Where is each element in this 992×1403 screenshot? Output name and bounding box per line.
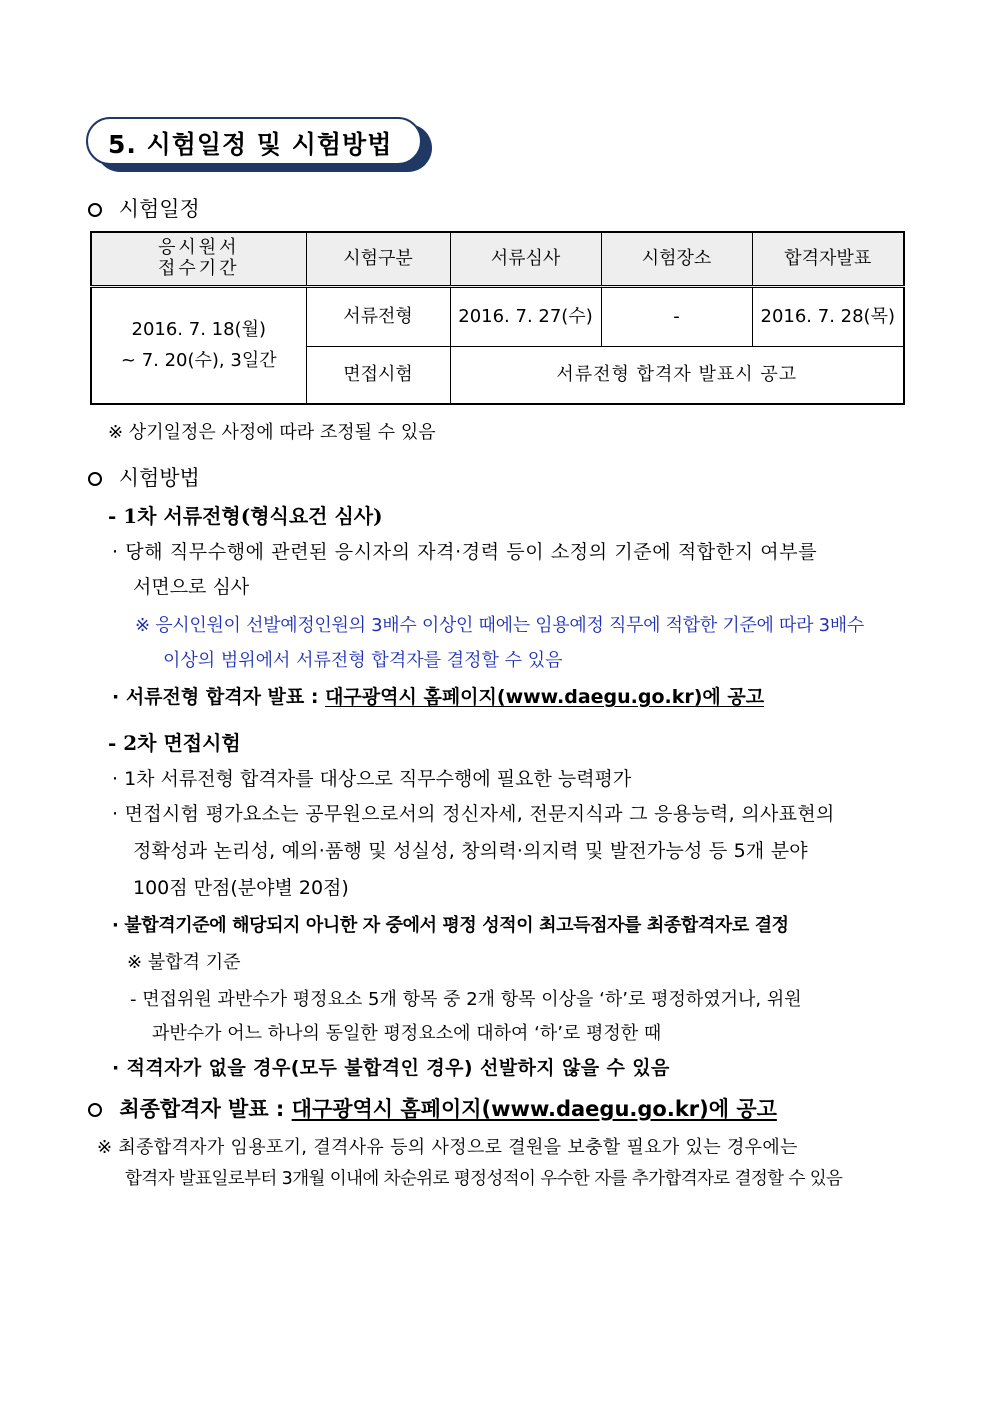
table-cell: - [601, 287, 752, 347]
schedule-note: ※ 상기일정은 사정에 따라 조정될 수 있음 [108, 422, 436, 443]
header-cell: 응시원서 접수기간 [91, 232, 306, 287]
stage1-note-cont: 이상의 범위에서 서류전형 합격자를 결정할 수 있음 [163, 650, 563, 671]
stage2-bullet: · 1차 서류전형 합격자를 대상으로 직무수행에 필요한 능력평가 [112, 768, 632, 790]
circle-bullet-icon [88, 203, 102, 217]
table-cell: 서류전형 합격자 발표시 공고 [450, 347, 904, 405]
header-cell: 서류심사 [450, 232, 601, 287]
schedule-table [90, 231, 905, 405]
stage1-announce: · 서류전형 합격자 발표 : 대구광역시 홈페이지(www.daegu.go.kr)에 공고 [112, 686, 765, 708]
homepage-link[interactable]: 대구광역시 홈페이지(www.daegu.go.kr)에 공고 [291, 1097, 777, 1121]
table-cell: 2016. 7. 27(수) [450, 287, 601, 347]
fail-criteria-item: - 면접위원 과반수가 평정요소 5개 항목 중 2개 항목 이상을 ‘하’로 평정하였거나, 위원 [130, 989, 802, 1010]
stage2-bullet-cont: 정확성과 논리성, 예의·품행 및 성실성, 창의력·의지력 및 발전가능성 등 5개 분야 [133, 840, 808, 862]
table-row [91, 287, 904, 347]
header-cell: 합격자발표 [752, 232, 904, 287]
stage2-bullet: · 불합격기준에 해당되지 아니한 자 중에서 평정 성적이 최고득점자를 최종합격자로 결정 [112, 915, 789, 936]
final-note: ※ 최종합격자가 임용포기, 결격사유 등의 사정으로 결원을 보충할 필요가 있는 경우에는 [97, 1137, 798, 1158]
stage2-bullet: · 면접시험 평가요소는 공무원으로서의 정신자세, 전문지식과 그 응용능력, 의사표현의 [112, 803, 835, 825]
homepage-link[interactable]: 대구광역시 홈페이지(www.daegu.go.kr)에 공고 [325, 686, 765, 708]
stage2-bullet: · 적격자가 없을 경우(모두 불합격인 경우) 선발하지 않을 수 있음 [112, 1057, 670, 1079]
circle-bullet-icon [88, 1103, 102, 1117]
circle-bullet-icon [88, 472, 102, 486]
stage1-bullet: · 당해 직무수행에 관련된 응시자의 자격·경력 등이 소정의 기준에 적합한지 여부를 [112, 541, 818, 563]
stage1-bullet-cont: 서면으로 심사 [133, 576, 250, 598]
fail-criteria-heading: ※ 불합격 기준 [127, 952, 241, 973]
header-cell: 시험장소 [601, 232, 752, 287]
table-cell: 2016. 7. 28(목) [752, 287, 904, 347]
final-note-cont: 합격자 발표일로부터 3개월 이내에 차순위로 평정성적이 우수한 자를 추가합격자로 결정할 수 있음 [125, 1169, 843, 1189]
table-cell: 면접시험 [306, 347, 450, 405]
header-cell: 시험구분 [306, 232, 450, 287]
final-announce: 최종합격자 발표 : 대구광역시 홈페이지(www.daegu.go.kr)에 공고 [88, 1093, 777, 1123]
table-cell: 서류전형 [306, 287, 450, 347]
stage1-note: ※ 응시인원이 선발예정인원의 3배수 이상인 때에는 임용예정 직무에 적합한 기준에 따라 3배수 [135, 615, 864, 636]
period-cell: 2016. 7. 18(월) ~ 7. 20(수), 3일간 [91, 287, 306, 405]
schedule-heading: 시험일정 [88, 193, 200, 223]
stage1-title: - 1차 서류전형(형식요건 심사) [108, 504, 383, 528]
stage2-bullet-cont: 100점 만점(분야별 20점) [133, 877, 349, 899]
fail-criteria-item-cont: 과반수가 어느 하나의 동일한 평정요소에 대하여 ‘하’로 평정한 때 [152, 1023, 662, 1044]
stage2-title: - 2차 면접시험 [108, 731, 241, 755]
method-heading: 시험방법 [88, 462, 200, 492]
section-title: 5. 시험일정 및 시험방법 [108, 130, 393, 159]
table-header-row [91, 232, 904, 287]
